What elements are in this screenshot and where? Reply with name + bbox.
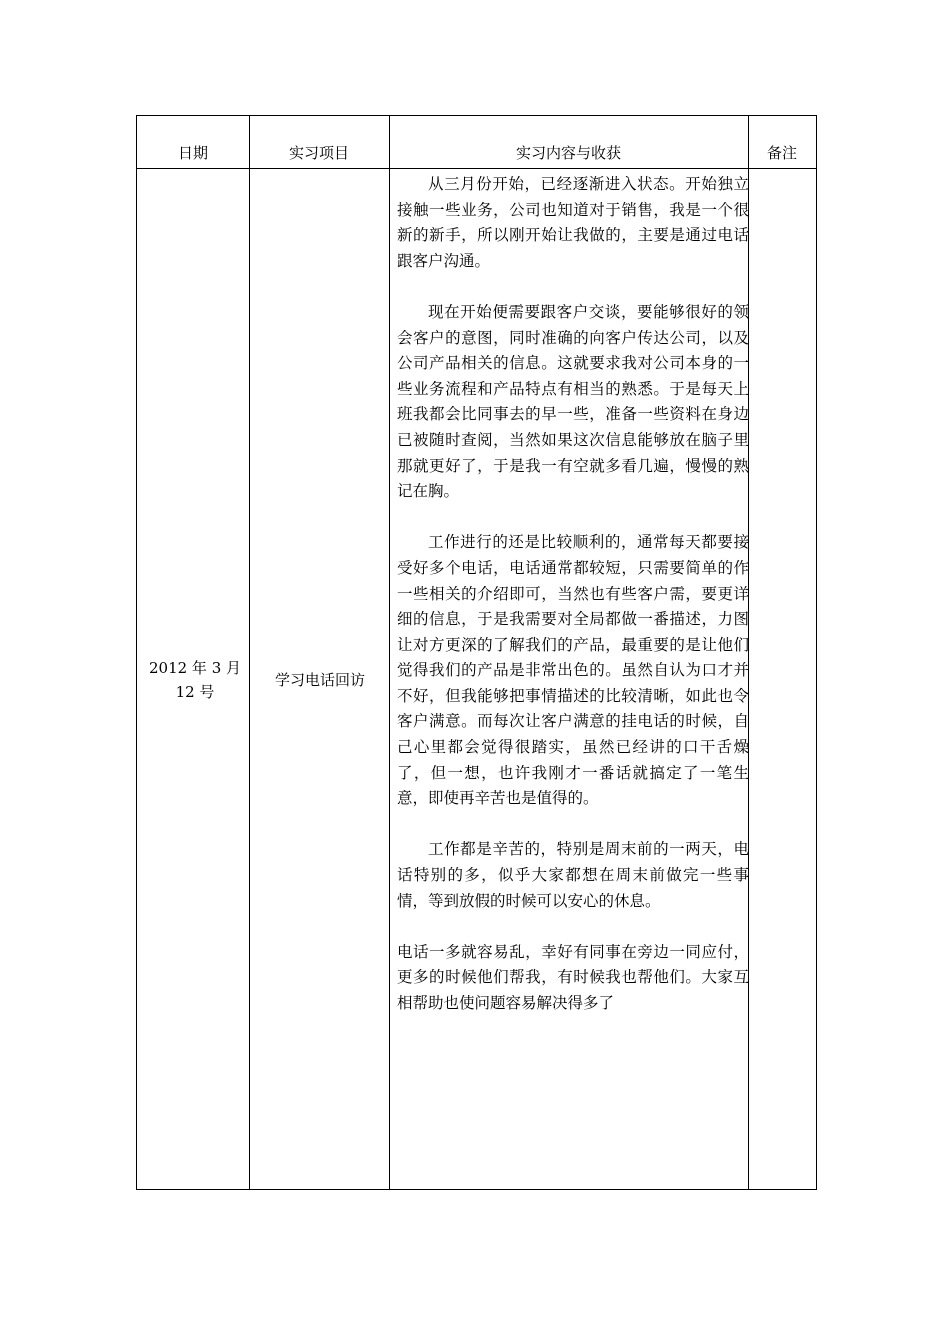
content-paragraph: 工作都是辛苦的，特别是周末前的一两天，电话特别的多，似乎大家都想在周末前做完一些事情，等到放假的时候可以安心的休息。 [397,840,749,910]
cell-project: 学习电话回访 [274,671,365,689]
content-paragraph: 工作进行的还是比较顺利的，通常每天都要接受好多个电话，电话通常都较短，只需要简单的作一些相关的介绍即可，当然也有些客户需，要更详细的信息，于是我需要对全局都做一番描述，力图让对方更深的了解我们的产品，最重要的是让他们觉得我们的产品是非常出色的。虽然自认为口才并不好，但我能够把事情描述的比较清晰，如此也令客户满意。而每次让客户满意的挂电话的时候，自己心里都会觉得很踏实，虽然已经讲的口干舌燥了，但一想，也许我刚才一番话就搞定了一笔生意，即使再辛苦也是值得的。 [397,533,749,808]
column-divider [389,116,390,1189]
internship-log-table [136,115,817,1190]
header-project: 实习项目 [288,144,349,162]
header-content: 实习内容与收获 [515,144,621,162]
header-remarks: 备注 [766,144,797,162]
header-date: 日期 [177,144,208,162]
cell-date: 2012 年 3 月 12 号 [148,659,242,701]
content-paragraph: 电话一多就容易乱，幸好有同事在旁边一同应付，更多的时候他们帮我，有时候我也帮他们。大家互相帮助也使问题容易解决得多了 [397,942,749,1012]
cell-content [397,172,749,1017]
content-paragraph: 从三月份开始，已经逐渐进入状态。开始独立接触一些业务，公司也知道对于销售，我是一个很新的新手，所以刚开始让我做的，主要是通过电话跟客户沟通。 [397,175,749,270]
header-divider [137,168,816,169]
content-paragraph: 现在开始便需要跟客户交谈，要能够很好的领会客户的意图，同时准确的向客户传达公司，以及公司产品相关的信息。这就要求我对公司本身的一些业务流程和产品特点有相当的熟悉。于是每天上班我都会比同事去的早一些，准备一些资料在身边已被随时查阅，当然如果这次信息能够放在脑子里那就更好了，于是我一有空就多看几遍，慢慢的熟记在胸。 [397,302,749,501]
column-divider [249,116,250,1189]
